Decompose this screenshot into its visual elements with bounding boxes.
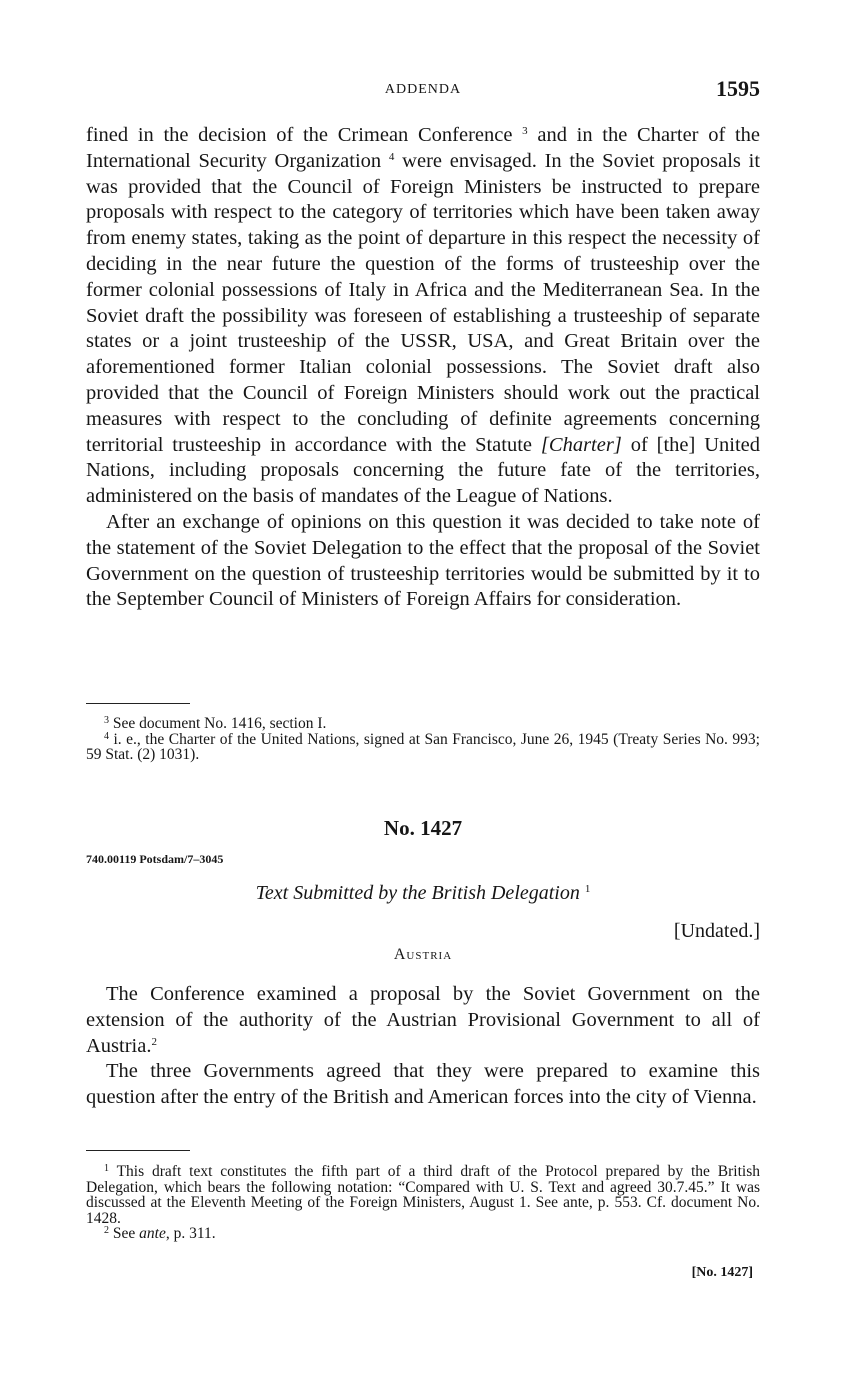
- running-head: [86, 78, 760, 104]
- document-number: No. 1427: [383, 816, 463, 840]
- footer-document-ref: [No. 1427]: [691, 1265, 753, 1280]
- footnote-ref-3: 3: [522, 125, 528, 137]
- footnote-mark: 4: [104, 730, 109, 742]
- footnote-text: See document No. 1416, section I.: [112, 715, 327, 732]
- footnote-rule-bottom: [86, 1150, 190, 1151]
- document-title: [86, 882, 760, 905]
- document-date: [Undated.]: [673, 920, 760, 942]
- document-title-text: Text Submitted by the British Delegation: [255, 882, 580, 904]
- file-reference: 740.00119 Potsdam/7–3045: [86, 852, 224, 866]
- charter-bracket: [Charter]: [540, 433, 622, 456]
- footnote-text: See: [112, 1225, 136, 1242]
- text-run: and in the Charter of the International Security Organization: [86, 124, 761, 172]
- footnote-text: , p. 311.: [165, 1225, 216, 1242]
- continued-paragraph-2: After an exchange of opinions on this question it was decided to take note of the statement of the Soviet Delegation to the effect that the proposal of the Soviet Government on the question of trusteeship territories would be submitted by it to the September Council of Ministers of Foreign Affairs for consideration.: [86, 510, 760, 611]
- footnote-mark: 3: [104, 715, 109, 726]
- footnote-text: i. e., the Charter of the United Nations, signed at San Francisco, June 26, 1945 (Treaty Series No. 993; 59 Stat. (2) 1031).: [86, 730, 760, 763]
- text-run: fined in the decision of the Crimean Conference: [86, 124, 513, 146]
- footnote-text-italic: ante: [139, 1225, 166, 1242]
- document-paragraph-1: [86, 982, 760, 1059]
- footnote-2: [86, 1226, 760, 1242]
- text-run: were envisaged. In the Soviet proposals it was provided that the Council of Foreign Ministers be instructed to prepare proposals with respect to the category of territories which have been taken away from enemy states, taking as the point of departure in this respect the necessity of deciding in the near future the question of the forms of trusteeship over the former colonial possessions of Italy in Africa and the Mediterranean Sea. In the Soviet draft the possibility was foreseen of establishing a trusteeship of separate states or a joint trusteeship of the USSR, USA, and Great Britain over the aforementioned former Italian colonial possessions. The Soviet draft also provided that the Council of Foreign Ministers should work out the practical measures with respect to the concluding of definite agreements concerning territorial trusteeship in accordance with the Statute: [86, 149, 761, 456]
- footnote-text: This draft text constitutes the fifth part of a third draft of the Protocol prepared by the British Delegation, which bears the following notation: “Compared with U. S. Text and agreed 30.7.45.” It was discussed at the Eleventh Meeting of the Foreign Ministers, August 1. See ante, p. 553. Cf. document No. 1428.: [86, 1163, 760, 1227]
- footnote-4: [86, 732, 760, 763]
- continued-text: [86, 123, 760, 613]
- footnote-1: [86, 1164, 760, 1226]
- running-title: ADDENDA: [384, 82, 462, 97]
- footnotes-bottom: [86, 1164, 760, 1242]
- footnote-mark: 1: [104, 1163, 109, 1174]
- document-body: [86, 982, 760, 1111]
- footnote-3: [86, 716, 760, 732]
- footnote-rule-top: [86, 703, 190, 704]
- continued-paragraph-1: [86, 123, 760, 510]
- footnote-ref-4: 4: [388, 150, 395, 163]
- section-heading: Austria: [393, 946, 453, 963]
- footnote-mark: 2: [104, 1225, 109, 1236]
- footnote-ref-2: 2: [151, 1035, 157, 1048]
- footnotes-top: [86, 716, 760, 763]
- text-run: The Conference examined a proposal by the Soviet Government on the extension of the authority of the Austrian Provisional Government to all of Austria.: [86, 983, 760, 1057]
- footnote-ref-1: 1: [584, 883, 591, 895]
- document-paragraph-2: The three Governments agreed that they were prepared to examine this question after the entry of the British and American forces into the city of Vienna.: [86, 1060, 760, 1109]
- page-number: 1595: [716, 76, 760, 101]
- text-run: of [the] United Nations, including proposals concerning the future fate of the territories, administered on the basis of mandates of the League of Nations.: [86, 433, 761, 508]
